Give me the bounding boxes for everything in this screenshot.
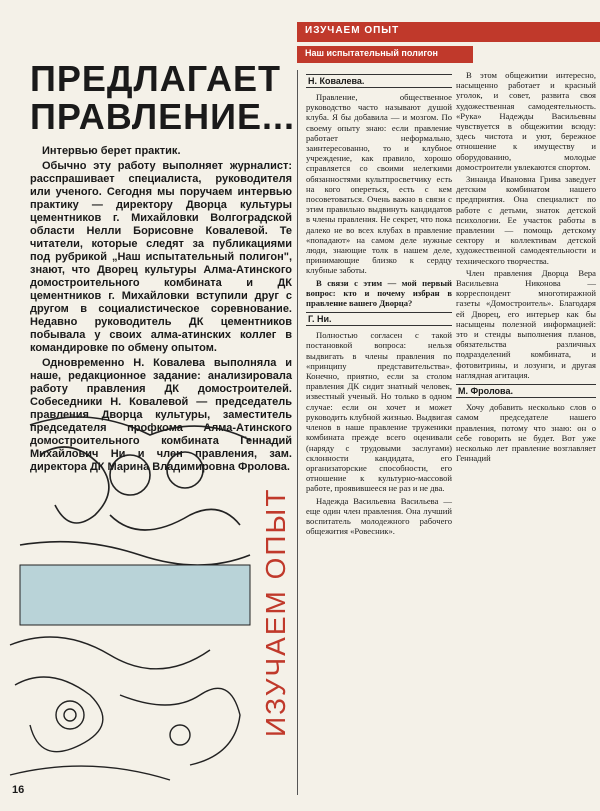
lead-line: Одновременно Н. Ковалева выполняла и наше, редакционное задание: анализировала работу правления ДК домостроителей. Собеседники Н. Ковалевой — председатель правления Дворца культуры, заместитель председателя профкома Алма-Атинского домостроительного комбината Геннадий Михайлович Ни и член правления, зам. директора ДК Марина Владимировна Фролова. (30, 357, 292, 473)
section-label: ИЗУЧАЕМ ОПЫТ (297, 22, 600, 42)
paragraph: В этом общежитии интересно, насыщенно работает и красный уголок, и совет, развита своя художественная самодеятельность. «Рука» Надежды Васильевны чувствуется в общежитии всюду: здесь чистота и уют, бережное отношение к имуществу и оборудованию, молодые домостроители увлекаются спортом. (456, 70, 596, 172)
illustration (0, 395, 297, 795)
text-column-1 (306, 70, 452, 538)
question: В связи с этим — мой первый вопрос: кто и почему избран в правление вашего Дворца? (306, 277, 452, 309)
lead-line: Интервью берет практик. (42, 145, 181, 157)
speaker-signature: Г. Ни. (306, 312, 452, 326)
subsection-label: Наш испытательный полигон (297, 46, 473, 63)
paragraph: Член правления Дворца Вера Васильевна Никонова — корреспондент многотиражной газеты «Домостроитель». Благодаря ей Дворец, его интерьер как бы насыщены полезной информацией: это и стенды выполнения планов, обязательства различных подразделений комбината, и фотовитрины, и лозунги, и другая наглядная агитация. (456, 267, 596, 380)
paragraph: Полностью согласен с такой постановкой вопроса: нельзя выдвигать в члены правления по «принципу представительства». Конечно, приятно, если за столом правления ДК сидит знатный человек, известный ученый. Но только в одном случае: если он хочет и может руководить клубной жизнью. Выдвигая членов в наше правление труженики комбината прежде всего оценивали (наряду с трудовыми заслугами) склонности кандидата, его организаторские способности, его отношение к культурно-массовой работе, проявившееся не раз и не два. (306, 330, 452, 494)
speaker-signature: Н. Ковалева. (306, 74, 452, 88)
paragraph: Зинаида Ивановна Грива заведует детским комбинатом нашего предприятия. Она специалист по работе с детьми, знаток детской психологии. Ее участок работы в правлении — помощь детскому сектору и коллективам детской художественной самодеятельности и технического творчества. (456, 174, 596, 266)
column-divider (297, 70, 298, 795)
paragraph: Хочу добавить несколько слов о самом председателе нашего правления, потому что знаю: он о себе говорить не будет. Вот уже несколько лет правление возглавляет Геннадий (456, 402, 596, 464)
rubric-header (297, 22, 600, 68)
paragraph: Правление, общественное руководство часто называют душой клуба. Я бы добавила — и мозгом. По своему опыту знаю: если правление работает неформально, заинтересованно, то и клубное учреждение, как правило, хорошо справляется со своими нелегкими обязанностями культпросветчику есть на кого опереться, есть с кем посоветоваться. Очень важно в связи с этим правильно выдвинуть кандидатов в члены правления. Не секрет, что пока далеко не во всех клубах в правление «попадают» на самом деле нужные люди, знающие толк в нашем деле, принимающие близко к сердцу клубные заботы. (306, 92, 452, 276)
page-number: 16 (12, 784, 25, 796)
text-column-2 (456, 70, 596, 465)
lead-line: Обычно эту работу выполняет журналист: расспрашивает специалиста, руководителя или ученого. Сегодня мы поручаем интервью практику — директору Дворца культуры цементников г. Михайловки Волгоградской области Нелли Борисовне Ковалевой. Те читатели, которые следят за публикациями под рубрикой „Наш испытательный полигон", знают, что Дворец культуры Алма-Атинского домостроительного комбината и ДК цементников г. Михайловки вступили друг с другом в социалистическое соревнование. Недавно руководитель ДК цементников побывала у своих алма-атинских коллег в командировке по обмену опытом. (30, 160, 292, 354)
speaker-signature: М. Фролова. (456, 384, 596, 398)
paragraph: Надежда Васильевна Васильева — еще один член правления. Она лучший воспитатель молодежного рабочего общежития «Ровесник». (306, 495, 452, 537)
article-headline: ПРЕДЛАГАЕТ ПРАВЛЕНИЕ... (30, 58, 295, 137)
vertical-section-label: ИЗУЧАЕМ ОПЫТ (260, 487, 291, 738)
